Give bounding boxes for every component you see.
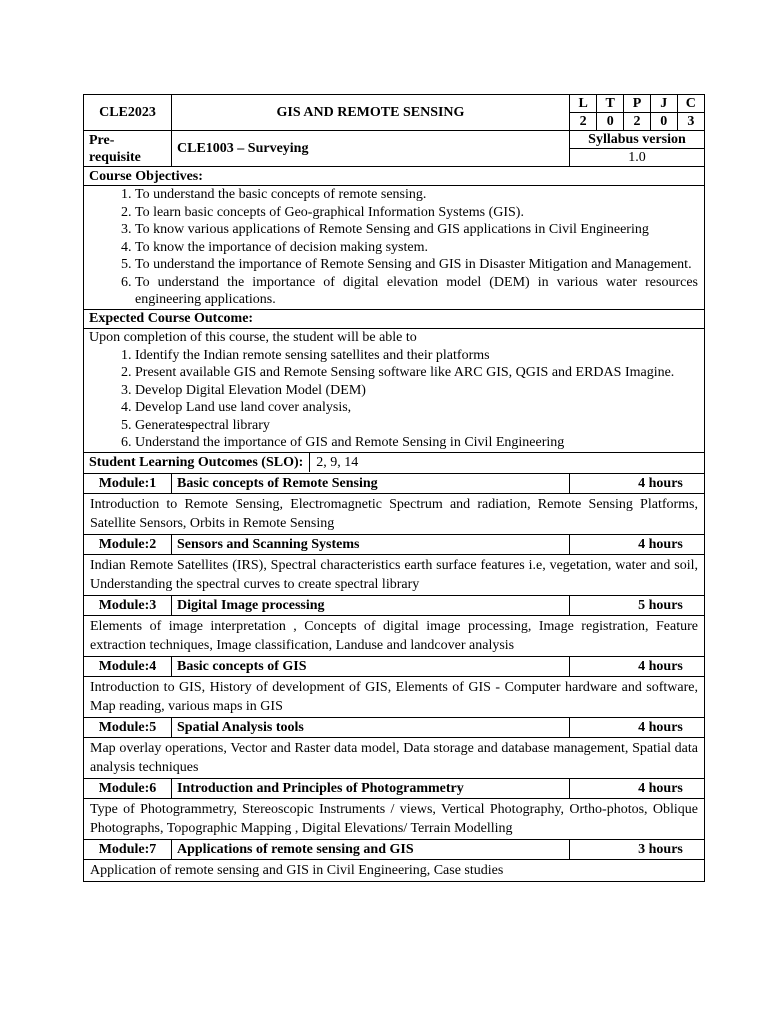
module-header-row <box>84 656 705 676</box>
module-content: Introduction to Remote Sensing, Electromagnetic Spectrum and radiation, Remote Sensing Platforms, Satellite Sensors, Orbits in Remote Sensing <box>84 493 705 534</box>
module-label: Module:4 <box>84 656 172 676</box>
course-title: GIS AND REMOTE SENSING <box>172 95 570 131</box>
objective-item: 6. To understand the importance of digital elevation model (DEM) in various water resources engineering applications. <box>135 274 698 309</box>
module-hours: 4 hours <box>570 534 705 554</box>
objective-item: 1. To understand the basic concepts of remote sensing. <box>135 186 698 204</box>
ltpjc-label: C <box>677 95 704 113</box>
course-header-row <box>84 95 705 131</box>
module-label: Module:2 <box>84 534 172 554</box>
module-header-row <box>84 534 705 554</box>
ltpjc-grid <box>570 95 704 130</box>
syllabus-version-label: Syllabus version <box>570 131 704 149</box>
course-code: CLE2023 <box>84 95 172 131</box>
module-hours: 4 hours <box>570 778 705 798</box>
outcome-text: Generate <box>135 417 186 433</box>
module-hours: 4 hours <box>570 656 705 676</box>
outcome-text: pectral library <box>190 417 270 433</box>
outcome-item: 6. Understand the importance of GIS and Remote Sensing in Civil Engineering <box>135 434 698 452</box>
module-header-row <box>84 717 705 737</box>
outcome-item: 3. Develop Digital Elevation Model (DEM) <box>135 382 698 400</box>
ltpjc-value: 2 <box>570 113 597 131</box>
outcomes-cell <box>84 328 705 452</box>
objective-item: 5. To understand the importance of Remote Sensing and GIS in Disaster Mitigation and Management. <box>135 256 698 274</box>
module-content-row <box>84 798 705 839</box>
module-hours: 4 hours <box>570 473 705 493</box>
syllabus-version-cell <box>570 131 705 167</box>
ltpjc-label: T <box>597 95 624 113</box>
outcomes-list-row <box>84 328 705 452</box>
slo-cell <box>84 452 705 473</box>
objective-item: 3. To know various applications of Remote Sensing and GIS applications in Civil Engineering <box>135 221 698 239</box>
objective-item: 4. To know the importance of decision making system. <box>135 239 698 257</box>
objective-item: 2. To learn basic concepts of Geo-graphical Information Systems (GIS). <box>135 204 698 222</box>
module-content: Elements of image interpretation , Concepts of digital image processing, Image registration, Feature extraction techniques, Image classification, Landuse and landcover analysis <box>84 615 705 656</box>
module-title: Introduction and Principles of Photogrammetry <box>172 778 570 798</box>
ltpjc-value: 0 <box>650 113 677 131</box>
syllabus-document <box>83 94 704 882</box>
outcomes-list <box>89 347 698 452</box>
outcome-item: 2. Present available GIS and Remote Sensing software like ARC GIS, QGIS and ERDAS Imagine. <box>135 364 698 382</box>
ltpjc-cell <box>570 95 705 131</box>
prereq-value: CLE1003 – Surveying <box>172 131 570 167</box>
module-content-row <box>84 737 705 778</box>
syllabus-version-value: 1.0 <box>628 150 646 165</box>
outcomes-heading-row <box>84 309 705 328</box>
outcomes-heading: Expected Course Outcome: <box>84 309 705 328</box>
module-content: Application of remote sensing and GIS in Civil Engineering, Case studies <box>84 859 705 881</box>
module-title: Spatial Analysis tools <box>172 717 570 737</box>
module-label: Module:5 <box>84 717 172 737</box>
module-hours: 5 hours <box>570 595 705 615</box>
module-label: Module:3 <box>84 595 172 615</box>
module-title: Digital Image processing <box>172 595 570 615</box>
module-title: Basic concepts of GIS <box>172 656 570 676</box>
objectives-heading-row <box>84 167 705 186</box>
prerequisite-row <box>84 131 705 167</box>
module-label: Module:7 <box>84 839 172 859</box>
ltpjc-label: P <box>624 95 651 113</box>
syllabus-table <box>83 94 705 882</box>
module-title: Applications of remote sensing and GIS <box>172 839 570 859</box>
ltpjc-value: 3 <box>677 113 704 131</box>
outcome-item: 4. Develop Land use land cover analysis, <box>135 399 698 417</box>
slo-row <box>84 452 705 473</box>
objectives-cell <box>84 186 705 310</box>
module-title: Basic concepts of Remote Sensing <box>172 473 570 493</box>
module-content-row <box>84 676 705 717</box>
outcome-strike-text: s <box>185 417 191 433</box>
module-header-row <box>84 473 705 493</box>
slo-label: Student Learning Outcomes (SLO): <box>89 455 304 470</box>
module-label: Module:1 <box>84 473 172 493</box>
objectives-list-row <box>84 186 705 310</box>
outcomes-intro: Upon completion of this course, the student will be able to <box>89 329 417 345</box>
module-content: Type of Photogrammetry, Stereoscopic Instruments / views, Vertical Photography, Ortho-photos, Oblique Photographs, Topographic Mapping , Digital Elevations/ Terrain Modelling <box>84 798 705 839</box>
module-content-row <box>84 493 705 534</box>
outcome-item-spectral <box>135 417 698 435</box>
ltpjc-label: J <box>650 95 677 113</box>
module-header-row <box>84 595 705 615</box>
module-content: Introduction to GIS, History of development of GIS, Elements of GIS - Computer hardware and software, Map reading, various maps in GIS <box>84 676 705 717</box>
module-title: Sensors and Scanning Systems <box>172 534 570 554</box>
module-content: Indian Remote Satellites (IRS), Spectral characteristics earth surface features i.e, vegetation, water and soil, Understanding the spectral curves to create spectral library <box>84 554 705 595</box>
ltpjc-value: 0 <box>597 113 624 131</box>
module-content-row <box>84 859 705 881</box>
module-content-row <box>84 615 705 656</box>
module-content: Map overlay operations, Vector and Raster data model, Data storage and database management, Spatial data analysis techniques <box>84 737 705 778</box>
objectives-list <box>89 186 698 309</box>
prereq-label: Pre-requisite <box>84 131 172 167</box>
module-content-row <box>84 554 705 595</box>
module-label: Module:6 <box>84 778 172 798</box>
module-hours: 4 hours <box>570 717 705 737</box>
slo-value: 2, 9, 14 <box>309 453 358 472</box>
module-hours: 3 hours <box>570 839 705 859</box>
module-header-row <box>84 839 705 859</box>
ltpjc-value: 2 <box>624 113 651 131</box>
objectives-heading: Course Objectives: <box>84 167 705 186</box>
module-header-row <box>84 778 705 798</box>
outcome-item: 1. Identify the Indian remote sensing satellites and their platforms <box>135 347 698 365</box>
ltpjc-label: L <box>570 95 597 113</box>
